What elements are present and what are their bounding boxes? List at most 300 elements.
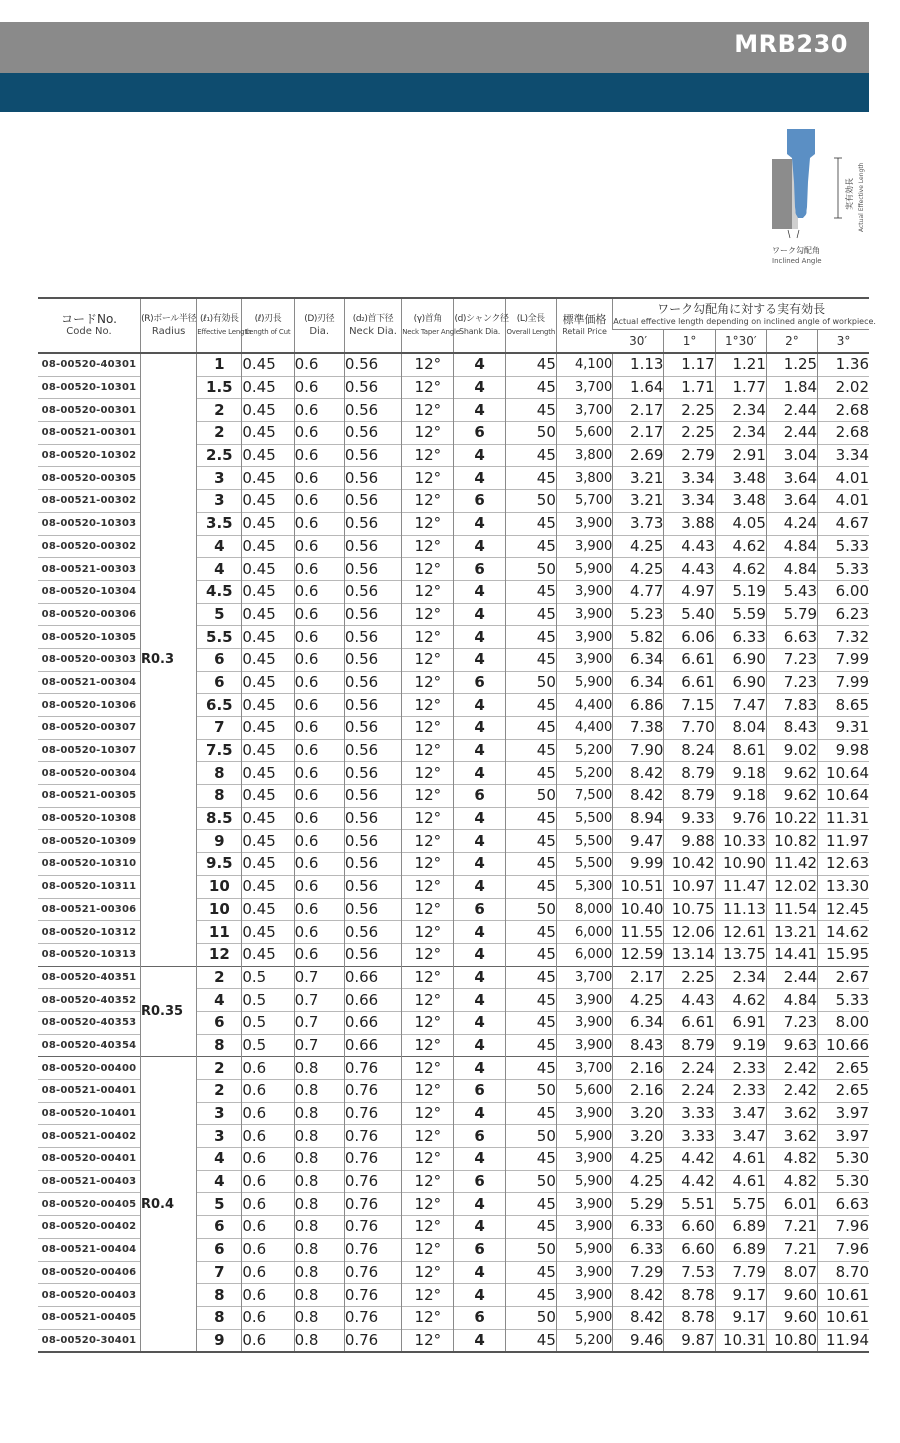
cell-length-of-cut: 0.6 (242, 1102, 294, 1125)
cell-overall-length: 45 (505, 626, 556, 649)
cell-neck-taper: 12° (402, 648, 454, 671)
cell-dia: 0.6 (294, 717, 344, 740)
cell-neck-taper: 12° (402, 1034, 454, 1057)
cell-ael-1deg: 6.61 (664, 671, 715, 694)
cell-shank-dia: 6 (454, 1080, 505, 1103)
cell-neck-dia: 0.56 (344, 875, 401, 898)
cell-ael-1deg: 13.14 (664, 943, 715, 966)
cell-length-of-cut: 0.45 (242, 603, 294, 626)
cell-neck-taper: 12° (402, 739, 454, 762)
cell-shank-dia: 4 (454, 739, 505, 762)
table-row (38, 966, 869, 989)
cell-ael-1deg30min: 4.62 (715, 535, 766, 558)
cell-neck-dia: 0.56 (344, 671, 401, 694)
cell-retail-price: 3,900 (556, 989, 612, 1012)
cell-length-of-cut: 0.6 (242, 1329, 294, 1352)
cell-neck-dia: 0.56 (344, 535, 401, 558)
cell-code: 08-00520-40353 (38, 1011, 140, 1034)
cell-neck-taper: 12° (402, 1306, 454, 1329)
cell-neck-taper: 12° (402, 807, 454, 830)
cell-neck-taper: 12° (402, 1261, 454, 1284)
cell-ael-2deg: 7.83 (766, 694, 817, 717)
cell-retail-price: 5,900 (556, 558, 612, 581)
cell-dia: 0.6 (294, 807, 344, 830)
cell-neck-taper: 12° (402, 535, 454, 558)
cell-code: 08-00520-00307 (38, 717, 140, 740)
cell-neck-taper: 12° (402, 1057, 454, 1080)
cell-neck-taper: 12° (402, 671, 454, 694)
cell-ael-1deg: 3.34 (664, 467, 715, 490)
cell-dia: 0.6 (294, 694, 344, 717)
cell-ael-2deg: 6.63 (766, 626, 817, 649)
cell-shank-dia: 4 (454, 921, 505, 944)
cell-ael-2deg: 1.84 (766, 376, 817, 399)
cell-ael-1deg: 6.61 (664, 1011, 715, 1034)
cell-overall-length: 45 (505, 467, 556, 490)
cell-shank-dia: 4 (454, 875, 505, 898)
cell-ael-1deg: 10.97 (664, 875, 715, 898)
cell-ael-2deg: 10.80 (766, 1329, 817, 1352)
cell-code: 08-00520-10301 (38, 376, 140, 399)
cell-ael-1deg: 1.71 (664, 376, 715, 399)
cell-dia: 0.6 (294, 853, 344, 876)
cell-shank-dia: 4 (454, 853, 505, 876)
cell-retail-price: 3,900 (556, 512, 612, 535)
cell-effective-length: 8 (197, 1306, 242, 1329)
cell-neck-dia: 0.56 (344, 807, 401, 830)
cell-ael-1deg: 8.78 (664, 1306, 715, 1329)
cell-shank-dia: 4 (454, 807, 505, 830)
cell-ael-1deg: 3.33 (664, 1102, 715, 1125)
cell-dia: 0.6 (294, 376, 344, 399)
cell-ael-30min: 5.29 (613, 1193, 664, 1216)
cell-code: 08-00520-00402 (38, 1216, 140, 1239)
cell-ael-1deg30min: 2.34 (715, 399, 766, 422)
cell-length-of-cut: 0.45 (242, 921, 294, 944)
cell-overall-length: 45 (505, 580, 556, 603)
cell-dia: 0.6 (294, 671, 344, 694)
cell-overall-length: 45 (505, 1261, 556, 1284)
cell-ael-1deg: 2.79 (664, 444, 715, 467)
cell-ael-3deg: 5.30 (818, 1148, 869, 1171)
cell-shank-dia: 4 (454, 1011, 505, 1034)
cell-ael-3deg: 10.61 (818, 1306, 869, 1329)
cell-ael-2deg: 3.64 (766, 490, 817, 513)
cell-neck-dia: 0.56 (344, 467, 401, 490)
cell-ael-1deg30min: 9.17 (715, 1284, 766, 1307)
cell-overall-length: 45 (505, 989, 556, 1012)
cell-length-of-cut: 0.45 (242, 490, 294, 513)
cell-effective-length: 7.5 (197, 739, 242, 762)
cell-effective-length: 5.5 (197, 626, 242, 649)
cell-neck-dia: 0.66 (344, 966, 401, 989)
cell-effective-length: 2 (197, 399, 242, 422)
cell-code: 08-00520-00305 (38, 467, 140, 490)
cell-ael-1deg30min: 12.61 (715, 921, 766, 944)
cell-ael-1deg30min: 13.75 (715, 943, 766, 966)
cell-neck-taper: 12° (402, 1102, 454, 1125)
cell-overall-length: 45 (505, 966, 556, 989)
cell-ael-30min: 2.17 (613, 399, 664, 422)
cell-ael-1deg30min: 5.19 (715, 580, 766, 603)
cell-ael-30min: 9.99 (613, 853, 664, 876)
cell-dia: 0.6 (294, 943, 344, 966)
cell-retail-price: 6,000 (556, 943, 612, 966)
cell-overall-length: 45 (505, 535, 556, 558)
cell-ael-1deg: 2.25 (664, 966, 715, 989)
cell-ael-1deg: 9.88 (664, 830, 715, 853)
cell-length-of-cut: 0.6 (242, 1148, 294, 1171)
cell-shank-dia: 6 (454, 898, 505, 921)
cell-ael-2deg: 2.44 (766, 399, 817, 422)
cell-ael-3deg: 2.68 (818, 399, 869, 422)
cell-neck-taper: 12° (402, 1216, 454, 1239)
cell-dia: 0.6 (294, 512, 344, 535)
cell-ael-30min: 8.94 (613, 807, 664, 830)
cell-effective-length: 5 (197, 1193, 242, 1216)
cell-length-of-cut: 0.6 (242, 1238, 294, 1261)
cell-ael-2deg: 9.62 (766, 785, 817, 808)
cell-effective-length: 6 (197, 1238, 242, 1261)
cell-ael-3deg: 11.31 (818, 807, 869, 830)
cell-shank-dia: 6 (454, 671, 505, 694)
cell-effective-length: 4 (197, 1170, 242, 1193)
cell-ael-1deg: 2.25 (664, 399, 715, 422)
cell-effective-length: 3 (197, 467, 242, 490)
cell-ael-3deg: 7.32 (818, 626, 869, 649)
cell-neck-taper: 12° (402, 376, 454, 399)
cell-ael-1deg: 9.33 (664, 807, 715, 830)
cell-code: 08-00520-10401 (38, 1102, 140, 1125)
cell-ael-2deg: 3.64 (766, 467, 817, 490)
cell-ael-1deg: 4.43 (664, 558, 715, 581)
cell-length-of-cut: 0.6 (242, 1284, 294, 1307)
cell-neck-taper: 12° (402, 399, 454, 422)
cell-neck-dia: 0.76 (344, 1306, 401, 1329)
cell-neck-dia: 0.76 (344, 1216, 401, 1239)
cell-dia: 0.6 (294, 558, 344, 581)
cell-ael-2deg: 2.42 (766, 1080, 817, 1103)
cell-length-of-cut: 0.6 (242, 1057, 294, 1080)
cell-overall-length: 45 (505, 1284, 556, 1307)
cell-neck-taper: 12° (402, 966, 454, 989)
cell-ael-2deg: 2.42 (766, 1057, 817, 1080)
cell-ael-2deg: 7.21 (766, 1216, 817, 1239)
cell-neck-dia: 0.76 (344, 1261, 401, 1284)
cell-code: 08-00521-00402 (38, 1125, 140, 1148)
cell-neck-dia: 0.76 (344, 1080, 401, 1103)
cell-neck-dia: 0.56 (344, 512, 401, 535)
cell-effective-length: 3 (197, 1125, 242, 1148)
cell-effective-length: 12 (197, 943, 242, 966)
cell-ael-1deg30min: 6.90 (715, 648, 766, 671)
cell-dia: 0.8 (294, 1170, 344, 1193)
cell-ael-2deg: 2.44 (766, 422, 817, 445)
cell-ael-3deg: 11.94 (818, 1329, 869, 1352)
cell-dia: 0.6 (294, 490, 344, 513)
cell-neck-taper: 12° (402, 1080, 454, 1103)
cell-ael-3deg: 9.98 (818, 739, 869, 762)
cell-overall-length: 45 (505, 1329, 556, 1352)
cell-ael-3deg: 2.65 (818, 1080, 869, 1103)
cell-ael-2deg: 1.25 (766, 353, 817, 376)
cell-ael-3deg: 4.01 (818, 467, 869, 490)
cell-ael-1deg30min: 8.61 (715, 739, 766, 762)
cell-effective-length: 3 (197, 490, 242, 513)
cell-ael-30min: 3.20 (613, 1125, 664, 1148)
cell-neck-taper: 12° (402, 1193, 454, 1216)
cell-ael-2deg: 5.79 (766, 603, 817, 626)
cell-code: 08-00520-00301 (38, 399, 140, 422)
cell-dia: 0.8 (294, 1306, 344, 1329)
cell-dia: 0.8 (294, 1102, 344, 1125)
cell-ael-1deg30min: 9.19 (715, 1034, 766, 1057)
cell-shank-dia: 6 (454, 490, 505, 513)
cell-neck-dia: 0.56 (344, 762, 401, 785)
cell-neck-taper: 12° (402, 921, 454, 944)
cell-neck-taper: 12° (402, 853, 454, 876)
cell-dia: 0.6 (294, 399, 344, 422)
cell-shank-dia: 4 (454, 376, 505, 399)
cell-ael-3deg: 11.97 (818, 830, 869, 853)
cell-effective-length: 6.5 (197, 694, 242, 717)
cell-effective-length: 4 (197, 989, 242, 1012)
cell-ael-3deg: 10.61 (818, 1284, 869, 1307)
cell-code: 08-00520-00302 (38, 535, 140, 558)
cell-ael-30min: 7.90 (613, 739, 664, 762)
cell-neck-dia: 0.76 (344, 1329, 401, 1352)
cell-ael-30min: 10.51 (613, 875, 664, 898)
cell-code: 08-00520-30401 (38, 1329, 140, 1352)
inclined-angle-label-jp: ワーク勾配角 (772, 246, 820, 255)
cell-shank-dia: 4 (454, 467, 505, 490)
cell-ael-1deg30min: 9.18 (715, 785, 766, 808)
cell-shank-dia: 4 (454, 830, 505, 853)
cell-dia: 0.6 (294, 626, 344, 649)
cell-ael-1deg: 6.60 (664, 1238, 715, 1261)
cell-ael-30min: 6.34 (613, 1011, 664, 1034)
cell-ael-30min: 3.20 (613, 1102, 664, 1125)
cell-ael-30min: 8.42 (613, 785, 664, 808)
cell-code: 08-00520-00401 (38, 1148, 140, 1171)
cell-code: 08-00520-10305 (38, 626, 140, 649)
cell-effective-length: 9 (197, 1329, 242, 1352)
cell-ael-3deg: 4.67 (818, 512, 869, 535)
cell-retail-price: 5,200 (556, 739, 612, 762)
cell-overall-length: 50 (505, 898, 556, 921)
cell-ael-1deg: 5.51 (664, 1193, 715, 1216)
cell-ael-1deg30min: 4.62 (715, 989, 766, 1012)
cell-ael-30min: 3.73 (613, 512, 664, 535)
cell-ael-2deg: 10.82 (766, 830, 817, 853)
cell-ael-1deg30min: 9.76 (715, 807, 766, 830)
cell-length-of-cut: 0.45 (242, 558, 294, 581)
cell-ael-2deg: 4.84 (766, 989, 817, 1012)
cell-overall-length: 50 (505, 558, 556, 581)
cell-ael-2deg: 13.21 (766, 921, 817, 944)
cell-length-of-cut: 0.6 (242, 1216, 294, 1239)
cell-overall-length: 45 (505, 1034, 556, 1057)
cell-shank-dia: 4 (454, 1329, 505, 1352)
cell-code: 08-00520-00406 (38, 1261, 140, 1284)
cell-shank-dia: 6 (454, 1306, 505, 1329)
cell-length-of-cut: 0.6 (242, 1193, 294, 1216)
cell-neck-taper: 12° (402, 580, 454, 603)
cell-code: 08-00520-10303 (38, 512, 140, 535)
cell-radius: R0.35 (140, 966, 196, 1057)
cell-overall-length: 45 (505, 353, 556, 376)
cell-ael-1deg: 3.34 (664, 490, 715, 513)
cell-overall-length: 45 (505, 648, 556, 671)
cell-shank-dia: 6 (454, 1238, 505, 1261)
actual-length-label-jp: 実有効長 (845, 178, 854, 210)
cell-shank-dia: 4 (454, 399, 505, 422)
cell-neck-dia: 0.56 (344, 921, 401, 944)
cell-shank-dia: 4 (454, 444, 505, 467)
cell-neck-dia: 0.76 (344, 1193, 401, 1216)
cell-ael-30min: 2.17 (613, 422, 664, 445)
cell-retail-price: 3,900 (556, 1034, 612, 1057)
cell-overall-length: 45 (505, 1216, 556, 1239)
cell-neck-dia: 0.56 (344, 603, 401, 626)
cell-effective-length: 1 (197, 353, 242, 376)
cell-ael-30min: 11.55 (613, 921, 664, 944)
cell-code: 08-00520-10304 (38, 580, 140, 603)
cell-ael-30min: 7.38 (613, 717, 664, 740)
cell-ael-3deg: 3.97 (818, 1125, 869, 1148)
cell-effective-length: 4 (197, 535, 242, 558)
cell-length-of-cut: 0.45 (242, 512, 294, 535)
cell-retail-price: 5,500 (556, 830, 612, 853)
cell-dia: 0.6 (294, 921, 344, 944)
cell-neck-taper: 12° (402, 1125, 454, 1148)
cell-ael-1deg30min: 4.61 (715, 1148, 766, 1171)
cell-dia: 0.6 (294, 603, 344, 626)
cell-ael-1deg30min: 2.91 (715, 444, 766, 467)
cell-ael-1deg30min: 3.47 (715, 1102, 766, 1125)
cell-ael-1deg30min: 9.18 (715, 762, 766, 785)
cell-overall-length: 50 (505, 1125, 556, 1148)
cell-dia: 0.8 (294, 1193, 344, 1216)
cell-code: 08-00521-00403 (38, 1170, 140, 1193)
cell-ael-1deg: 7.70 (664, 717, 715, 740)
cell-code: 08-00520-40354 (38, 1034, 140, 1057)
cell-effective-length: 2 (197, 1080, 242, 1103)
cell-ael-1deg30min: 6.91 (715, 1011, 766, 1034)
cell-ael-3deg: 10.64 (818, 785, 869, 808)
cell-effective-length: 3.5 (197, 512, 242, 535)
cell-ael-3deg: 14.62 (818, 921, 869, 944)
cell-length-of-cut: 0.45 (242, 875, 294, 898)
cell-effective-length: 2.5 (197, 444, 242, 467)
cell-ael-30min: 4.25 (613, 989, 664, 1012)
cell-length-of-cut: 0.5 (242, 1011, 294, 1034)
cell-ael-1deg30min: 6.90 (715, 671, 766, 694)
cell-code: 08-00520-40351 (38, 966, 140, 989)
cell-retail-price: 3,900 (556, 626, 612, 649)
cell-length-of-cut: 0.6 (242, 1170, 294, 1193)
cell-neck-dia: 0.56 (344, 490, 401, 513)
cell-neck-taper: 12° (402, 1170, 454, 1193)
cell-shank-dia: 6 (454, 558, 505, 581)
cell-ael-1deg30min: 9.17 (715, 1306, 766, 1329)
cell-retail-price: 3,900 (556, 535, 612, 558)
cell-ael-30min: 4.25 (613, 535, 664, 558)
cell-retail-price: 3,900 (556, 1284, 612, 1307)
cell-ael-1deg30min: 2.33 (715, 1057, 766, 1080)
cell-code: 08-00520-10302 (38, 444, 140, 467)
cell-neck-taper: 12° (402, 467, 454, 490)
cell-ael-1deg30min: 4.05 (715, 512, 766, 535)
cell-ael-1deg: 2.24 (664, 1057, 715, 1080)
cell-ael-30min: 4.77 (613, 580, 664, 603)
cell-overall-length: 45 (505, 807, 556, 830)
cell-radius: R0.3 (140, 353, 196, 966)
cell-effective-length: 7 (197, 717, 242, 740)
cell-neck-dia: 0.56 (344, 376, 401, 399)
cell-neck-dia: 0.76 (344, 1238, 401, 1261)
cell-shank-dia: 4 (454, 1034, 505, 1057)
cell-ael-1deg: 5.40 (664, 603, 715, 626)
cell-dia: 0.8 (294, 1329, 344, 1352)
cell-length-of-cut: 0.45 (242, 898, 294, 921)
cell-code: 08-00520-00403 (38, 1284, 140, 1307)
cell-neck-taper: 12° (402, 1148, 454, 1171)
cell-effective-length: 10 (197, 875, 242, 898)
cell-retail-price: 5,500 (556, 853, 612, 876)
cell-retail-price: 5,700 (556, 490, 612, 513)
cell-retail-price: 3,800 (556, 444, 612, 467)
cell-ael-3deg: 5.30 (818, 1170, 869, 1193)
cell-overall-length: 50 (505, 1306, 556, 1329)
cell-code: 08-00520-10308 (38, 807, 140, 830)
cell-code: 08-00521-00401 (38, 1080, 140, 1103)
cell-shank-dia: 4 (454, 1216, 505, 1239)
th-neck-taper: (γ)首角 Neck Taper Angle (402, 298, 454, 353)
cell-ael-1deg: 10.42 (664, 853, 715, 876)
cell-retail-price: 7,500 (556, 785, 612, 808)
cell-overall-length: 45 (505, 399, 556, 422)
cell-ael-1deg: 1.17 (664, 353, 715, 376)
cell-ael-3deg: 15.95 (818, 943, 869, 966)
cell-ael-30min: 12.59 (613, 943, 664, 966)
cell-shank-dia: 4 (454, 1284, 505, 1307)
th-work-angle-group: ワーク勾配角に対する実有効長 Actual effective length depending on inclined angle of workpiece. (613, 298, 869, 330)
cell-retail-price: 8,000 (556, 898, 612, 921)
cell-ael-2deg: 2.44 (766, 966, 817, 989)
cell-length-of-cut: 0.45 (242, 399, 294, 422)
cell-length-of-cut: 0.45 (242, 785, 294, 808)
cell-ael-30min: 4.25 (613, 1148, 664, 1171)
cell-ael-1deg30min: 6.89 (715, 1216, 766, 1239)
cell-ael-1deg: 4.42 (664, 1148, 715, 1171)
cell-overall-length: 45 (505, 1102, 556, 1125)
cell-length-of-cut: 0.45 (242, 762, 294, 785)
cell-length-of-cut: 0.5 (242, 966, 294, 989)
cell-neck-dia: 0.76 (344, 1170, 401, 1193)
cell-ael-3deg: 6.23 (818, 603, 869, 626)
cell-neck-dia: 0.56 (344, 830, 401, 853)
th-length-of-cut: (ℓ)刃長 Length of Cut (242, 298, 294, 353)
cell-retail-price: 5,500 (556, 807, 612, 830)
cell-ael-1deg: 2.24 (664, 1080, 715, 1103)
cell-length-of-cut: 0.45 (242, 444, 294, 467)
cell-neck-taper: 12° (402, 1238, 454, 1261)
cell-ael-1deg30min: 3.48 (715, 490, 766, 513)
cell-effective-length: 7 (197, 1261, 242, 1284)
cell-shank-dia: 4 (454, 1057, 505, 1080)
cell-shank-dia: 4 (454, 535, 505, 558)
